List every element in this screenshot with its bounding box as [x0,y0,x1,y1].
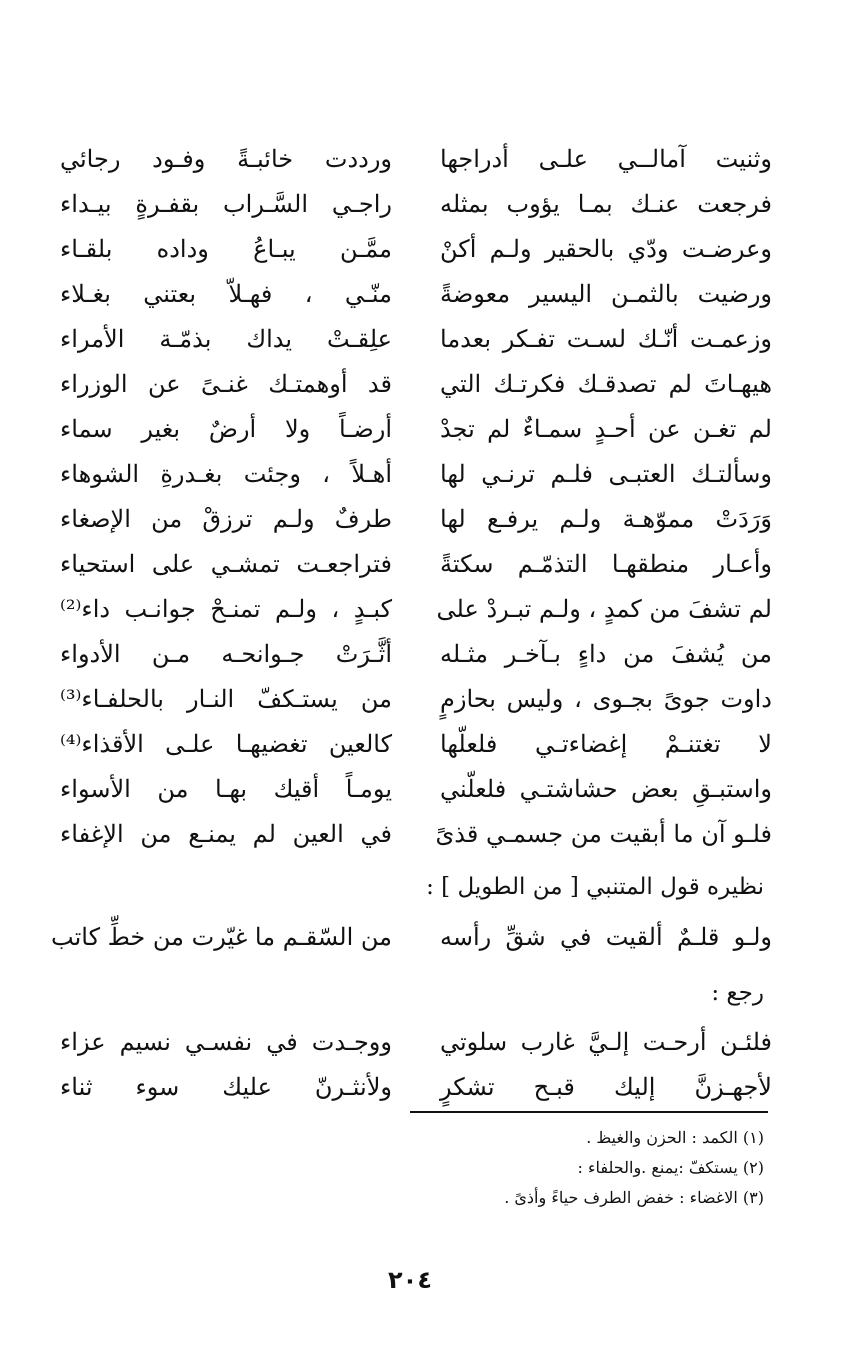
verse-line [60,1020,772,1065]
verse-right-hemistich: وسألتـك العتبـى فلـم ترنـي لها [440,460,772,488]
verse-left-hemistich: قد أوهمتـك غنـىً عن الوزراء [60,370,392,398]
verse-line [60,317,772,362]
verse-line [60,497,772,542]
verse-line [60,407,772,452]
verse-right-hemistich: وعرضـت ودّي بالحقير ولـم أكنْ [440,235,772,263]
verse-left-hemistich: أثَّـرَتْ جـوانحـه مـن الأدواء [60,640,392,668]
verse-line [60,587,772,632]
verse-line [60,722,772,767]
footnote: (١) الكمد : الحزن والغيظ . [586,1128,764,1147]
verse-line [60,182,772,227]
prose-return-line: رجع : [711,980,764,1006]
verse-right-hemistich: وَرَدَتْ مموّهـة ولـم يرفـع لها [440,505,772,533]
verse-line [60,677,772,722]
verse-left-hemistich: يومـاً أقيك بهـا من الأسواء [60,775,392,803]
verse-line [60,137,772,182]
verse-left-hemistich: كبـدٍ ، ولـم تمنـحْ جوانـب داء⁽²⁾ [60,595,392,623]
verse-line [60,767,772,812]
prose-intro-line: نظيره قول المتنبي [ من الطويل ] : [426,874,764,900]
verse-line [60,452,772,497]
verse-left-hemistich: ورددت خائبـةً وفـود رجائي [60,145,392,173]
verse-left-hemistich: فتراجعـت تمشـي على استحياء [60,550,392,578]
verse-left-hemistich: من السّقـم ما غيّرت من خطِّ كاتب [51,923,392,951]
footnote-divider [410,1111,768,1113]
verse-left-hemistich: علِقـتْ يداك بذمّـة الأمراء [60,325,392,353]
verse-right-hemistich: وزعمـت أنّـك لسـت تفـكر بعدما [440,325,772,353]
verse-line [60,542,772,587]
verse-line [60,362,772,407]
verse-right-hemistich: ورضيت بالثمـن اليسير معوضةً [440,280,772,308]
verse-left-hemistich: كالعين تغضيهـا علـى الأقذاء⁽⁴⁾ [60,730,392,758]
verse-line [60,272,772,317]
page-number: ٢٠٤ [388,1266,432,1294]
verse-right-hemistich: من يُشفَ من داءٍ بـآخـر مثـله [440,640,772,668]
verse-line [60,812,772,857]
verse-right-hemistich: هيهـاتَ لم تصدقـك فكرتـك التي [440,370,772,398]
verse-right-hemistich: لأجهـزنَّ إليك قبـح تشكرٍ [440,1073,772,1101]
verse-line [51,915,772,960]
verse-left-hemistich: في العين لم يمنـع من الإغفاء [60,820,392,848]
verse-left-hemistich: ووجـدت في نفسـي نسيم عزاء [60,1028,392,1056]
verse-line [60,227,772,272]
verse-left-hemistich: ممَّـن يبـاعُ وداده بلقـاء [60,235,392,263]
end-poem [60,1020,772,1110]
footnote: (٣) الاغضاء : خفض الطرف حياءً وأذىً . [504,1188,764,1207]
verse-left-hemistich: راجـي السَّـراب بقفـرةٍ بيـداء [60,190,392,218]
verse-right-hemistich: فرجعت عنـك بمـا يؤوب بمثله [440,190,772,218]
verse-left-hemistich: منّـي ، فهـلاّ بعتني بغـلاء [60,280,392,308]
quote-verse [51,915,772,960]
verse-right-hemistich: واستبـقِ بعض حشاشتـي فلعلّني [440,775,772,803]
verse-left-hemistich: طرفٌ ولـم ترزقْ من الإصغاء [60,505,392,533]
verse-right-hemistich: وثنيت آمالــي علـى أدراجها [440,145,772,173]
verse-right-hemistich: فلـو آن ما أبقيت من جسمـي قذىً [435,820,772,848]
verse-left-hemistich: أهـلاً ، وجئت بغـدرةِ الشوهاء [60,460,392,488]
verse-line [60,1065,772,1110]
verse-left-hemistich: أرضـاً ولا أرضٌ بغير سماء [60,415,392,443]
verse-line [60,632,772,677]
footnote: (٢) يستكفّ :يمنع .والحلفاء : [577,1158,764,1177]
verse-right-hemistich: لم تشفَ من كمدٍ ، ولـم تبـردْ على [436,595,772,623]
verse-right-hemistich: ولـو قلـمٌ ألقيت في شقِّ رأسه [440,923,772,951]
verse-right-hemistich: داوت جوىً بجـوى ، وليس بحازمٍ [440,685,772,713]
verse-right-hemistich: فلئـن أرحـت إلـيَّ غارب سلوتي [440,1028,772,1056]
verse-left-hemistich: من يستـكفّ النـار بالحلفـاء⁽³⁾ [60,685,392,713]
verse-right-hemistich: وأعـار منطقهـا التذمّـم سكتةً [440,550,772,578]
verse-right-hemistich: لم تغـن عن أحـدٍ سمـاءٌ لم تجدْ [440,415,772,443]
verse-left-hemistich: ولأنثـرنّ عليك سوء ثناء [60,1073,392,1101]
verse-right-hemistich: لا تغتنـمْ إغضاءتـي فلعلّها [440,730,772,758]
main-poem [60,137,772,857]
